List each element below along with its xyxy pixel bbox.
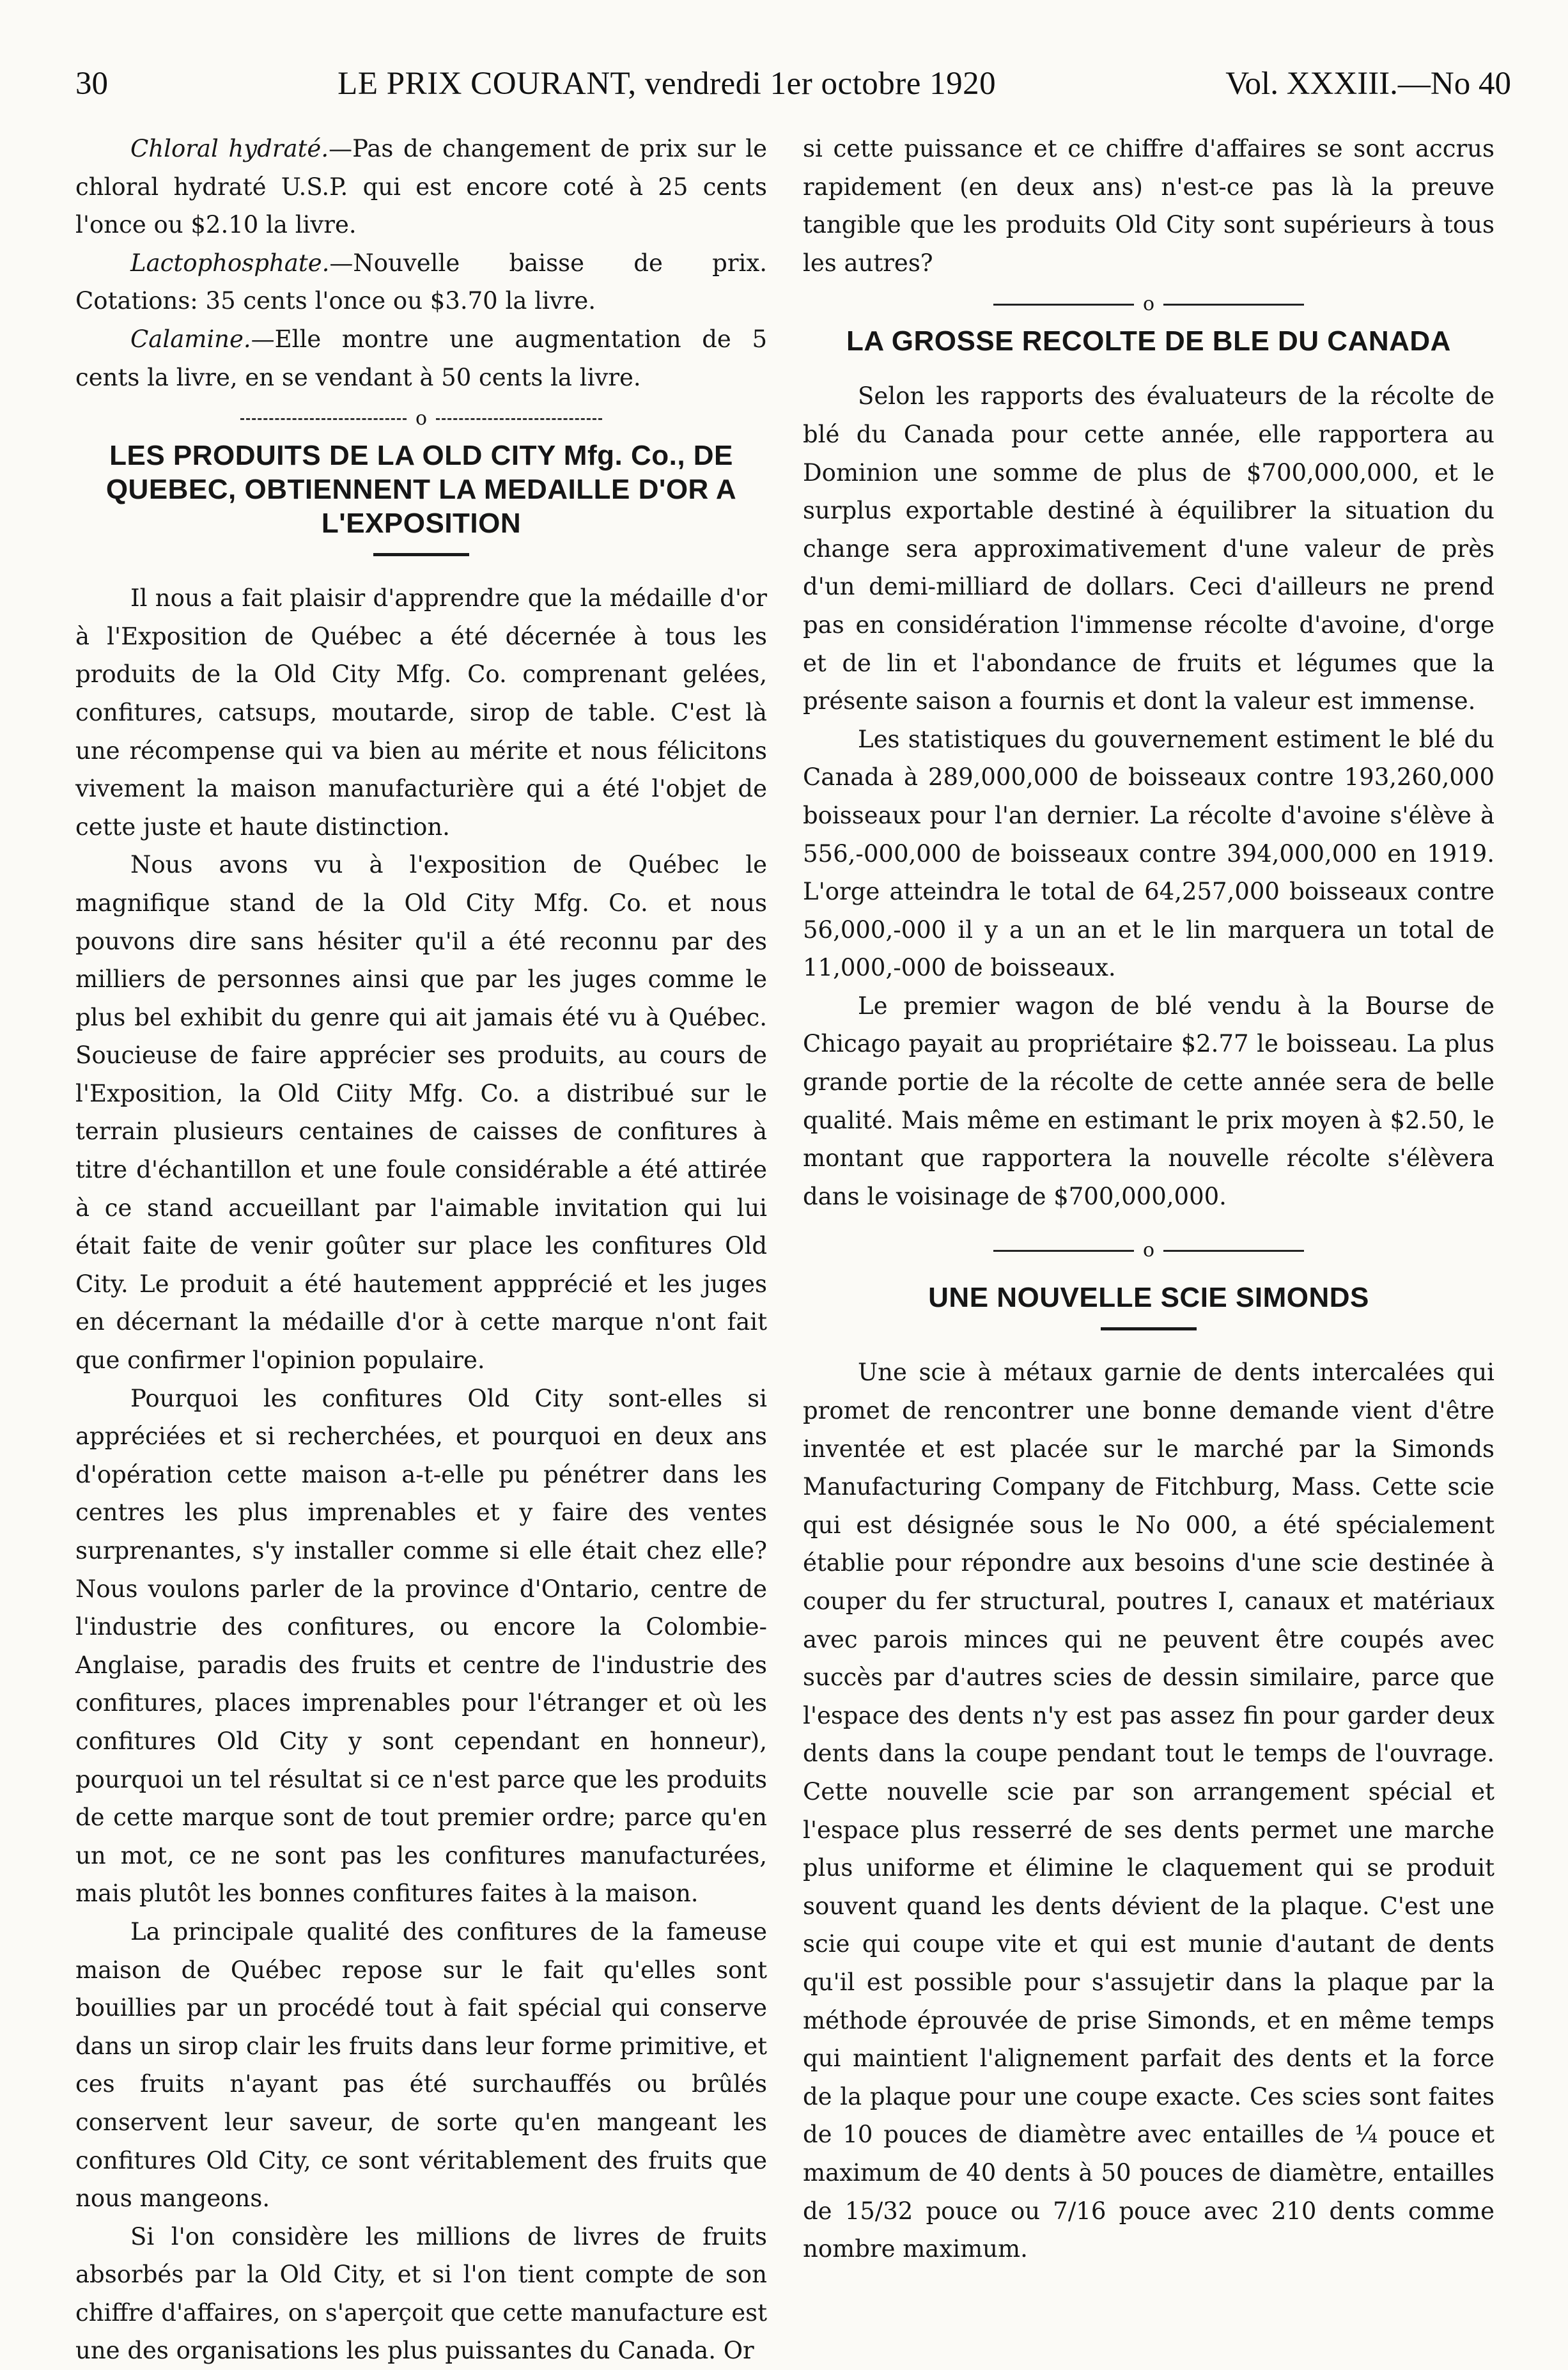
article-title-wheat-harvest: LA GROSSE RECOLTE DE BLE DU CANADA [846, 325, 1451, 357]
price-note-lactophosphate [75, 244, 767, 320]
price-note-text: —Nouvelle baisse de prix. Cotations: 35 cents l'once ou $3.70 la livre. [75, 249, 767, 315]
separator-mark: o [1142, 1239, 1155, 1262]
section-separator [803, 1235, 1494, 1267]
article-paragraph: Une scie à métaux garnie de dents intercalées qui promet de rencontrer une bonne demande vient d'être inventée et est placée sur le marché par la Simonds Manufacturing Company de Fitchburg, Mass. Cette scie qui est désignée sous le No 000, a été spécialement établie pour répondre aux besoins d'une scie destinée à couper du fer structural, poutres I, canaux et matériaux avec parois minces qui ne peuvent être coupés avec succès par d'autres scies de dessin similaire, parce que l'espace des dents n'y est pas assez fin pour garder deux dents dans la coupe pendant tout le temps de l'ouvrage. Cette nouvelle scie par son arrangement spécial et l'espace plus resserré de ses dents permet une marche plus uniforme et élimine le claquement qui se produit souvent quand les dents dévient de la plaque. C'est une scie qui coupe vite et qui est munie d'autant de dents qu'il est possible pour s'assujetir dans la plaque par la méthode éprouvée de prise Simonds, et en même temps qui maintient l'alignement parfait des dents et la force de la plaque pour une coupe exacte. Ces scies sont faites de 10 pouces de diamètre avec entailles de ¼ pouce et maximum de 40 dents à 50 pouces de diamètre, entailles de 15/32 pouce ou 7/16 pouce avec 210 dents comme nombre maximum. [803, 1359, 1494, 2263]
separator-line [240, 418, 407, 420]
article-paragraph: Pourquoi les confitures Old City sont-elles si appréciées et si recherchées, et pourquoi en deux ans d'opération cette maison a-t-elle pu pénétrer dans les centres les plus imprenables et y faire des ventes surprenantes, s'y installer comme si elle était chez elle? Nous voulons parler de la province d'Ontario, centre de l'industrie des confitures, ou encore la Colombie-Anglaise, paradis des fruits et centre de l'industrie des confitures, places imprenables pour l'étranger et où les confitures Old City y sont cependant en honneur), pourquoi un tel résultat si ce n'est parce que les produits de cette marque sont de tout premier ordre; parce qu'en un mot, ce ne sont pas les confitures manufacturées, mais plutôt les bonnes confitures faites à la maison. [75, 1384, 767, 1908]
article-paragraph: Nous avons vu à l'exposition de Québec le magnifique stand de la Old City Mfg. Co. et nous pouvons dire sans hésiter qu'il a été reconnu par des milliers de personnes ainsi que par les juges comme le plus bel exhibit du genre qui ait jamais été vu à Québec. Soucieuse de faire apprécier ses produits, au cours de l'Exposition, la Old Ciity Mfg. Co. a distribué sur le terrain plusieurs centaines de caisses de confitures à titre d'échantillon et une foule considérable a été attirée à ce stand accueillant par l'aimable invitation qui lui était faite de venir goûter sur place les confitures Old City. Le produit a été hautement appprécié et les juges en décernant la médaille d'or à cette marque n'ont fait que confirmer l'opinion populaire. [75, 851, 767, 1375]
price-note-text: —Pas de changement de prix sur le chloral hydraté U.S.P. qui est encore coté à 25 cents l'once ou $2.10 la livre. [75, 135, 767, 239]
price-note-text: —Elle montre une augmentation de 5 cents la livre, en se vendant à 50 cents la livre. [75, 325, 767, 391]
article-title-simonds-saw: UNE NOUVELLE SCIE SIMONDS [928, 1282, 1369, 1314]
article-paragraph: Selon les rapports des évaluateurs de la récolte de blé du Canada pour cette année, elle rapportera au Dominion une somme de plus de $700,000,000, et le surplus exportable destiné à équilibrer la situation du change sera approximativement d'une valeur de près d'un demi-milliard de dollars. Ceci d'ailleurs ne prend pas en considération l'immense récolte d'avoine, d'orge et de lin et l'abondance de fruits et légumes que la présente saison a fournis et dont la valeur est immense. [803, 382, 1494, 715]
publication-dateline: LE PRIX COURANT, vendredi 1er octobre 1920 [338, 66, 997, 102]
article-paragraph: Il nous a fait plaisir d'apprendre que la médaille d'or à l'Exposition de Québec a été décernée à tous les produits de la Old City Mfg. Co. comprenant gelées, confitures, catsups, moutarde, sirop de table. C'est là une récompense qui va bien au mérite et nous félicitons vivement la maison manufacturière qui a été l'objet de cette juste et haute distinction. [75, 584, 767, 841]
article-paragraph: Si l'on considère les millions de livres de fruits absorbés par la Old City, et si l'on tient compte de son chiffre d'affaires, on s'aperçoit que cette manufacture est une des organisations les plus puissantes du Canada. Or [75, 2222, 767, 2365]
article-title-old-city: LES PRODUITS DE LA OLD CITY Mfg. Co., DE QUEBEC, OBTIENNENT LA MEDAILLE D'OR A L'EXPOSITION [105, 440, 737, 540]
article-paragraph: La principale qualité des confitures de la fameuse maison de Québec repose sur le fait qu'elles sont bouillies par un procédé tout à fait spécial qui conserve dans un sirop clair les fruits dans leur forme primitive, et ces fruits n'ayant pas été surchauffés ou brûlés conservent leur saveur, de sorte qu'en mangeant les confitures Old City, ce sont véritablement des fruits que nous mangeons. [75, 1917, 767, 2213]
price-note-term: Lactophosphate. [130, 249, 330, 277]
right-column [803, 130, 1494, 2268]
price-note-term: Chloral hydraté. [130, 135, 329, 162]
price-note-calamine [75, 320, 767, 396]
volume-number: Vol. XXXIII.—No 40 [1225, 66, 1511, 102]
separator-line [436, 418, 602, 420]
separator-mark: o [415, 407, 428, 430]
price-note-chloral [75, 130, 767, 244]
page-number: 30 [75, 66, 108, 102]
article-paragraph: Les statistiques du gouvernement estiment le blé du Canada à 289,000,000 de boisseaux contre 193,260,000 boisseaux pour l'an dernier. La récolte d'avoine s'élève à 556,-000,000 de boisseaux contre 394,000,000 en 1919. L'orge atteindra le total de 64,257,000 boisseaux contre 56,000,-000 il y a un an et le lin marquera un total de 11,000,-000 de boisseaux. [803, 725, 1494, 982]
separator-line [1163, 1250, 1304, 1252]
section-separator [75, 403, 767, 435]
section-separator [803, 288, 1494, 320]
title-rule [1101, 1327, 1197, 1330]
left-column [75, 130, 767, 2370]
title-rule [373, 553, 469, 556]
article-continuation: si cette puissance et ce chiffre d'affaires se sont accrus rapidement (en deux ans) n'est-ce pas là la preuve tangible que les produits Old City sont supérieurs à tous les autres? [803, 135, 1494, 277]
price-note-term: Calamine. [130, 325, 251, 353]
article-paragraph: Le premier wagon de blé vendu à la Bourse de Chicago payait au propriétaire $2.77 le boisseau. La plus grande portie de la récolte de cette année sera de belle qualité. Mais même en estimant le prix moyen à $2.50, le montant que rapportera la nouvelle récolte s'élèvera dans le voisinage de $700,000,000. [803, 992, 1494, 1210]
separator-line [993, 1250, 1134, 1252]
separator-mark: o [1142, 293, 1155, 316]
page-header [75, 59, 1511, 109]
separator-line [993, 304, 1134, 306]
separator-line [1163, 304, 1304, 306]
